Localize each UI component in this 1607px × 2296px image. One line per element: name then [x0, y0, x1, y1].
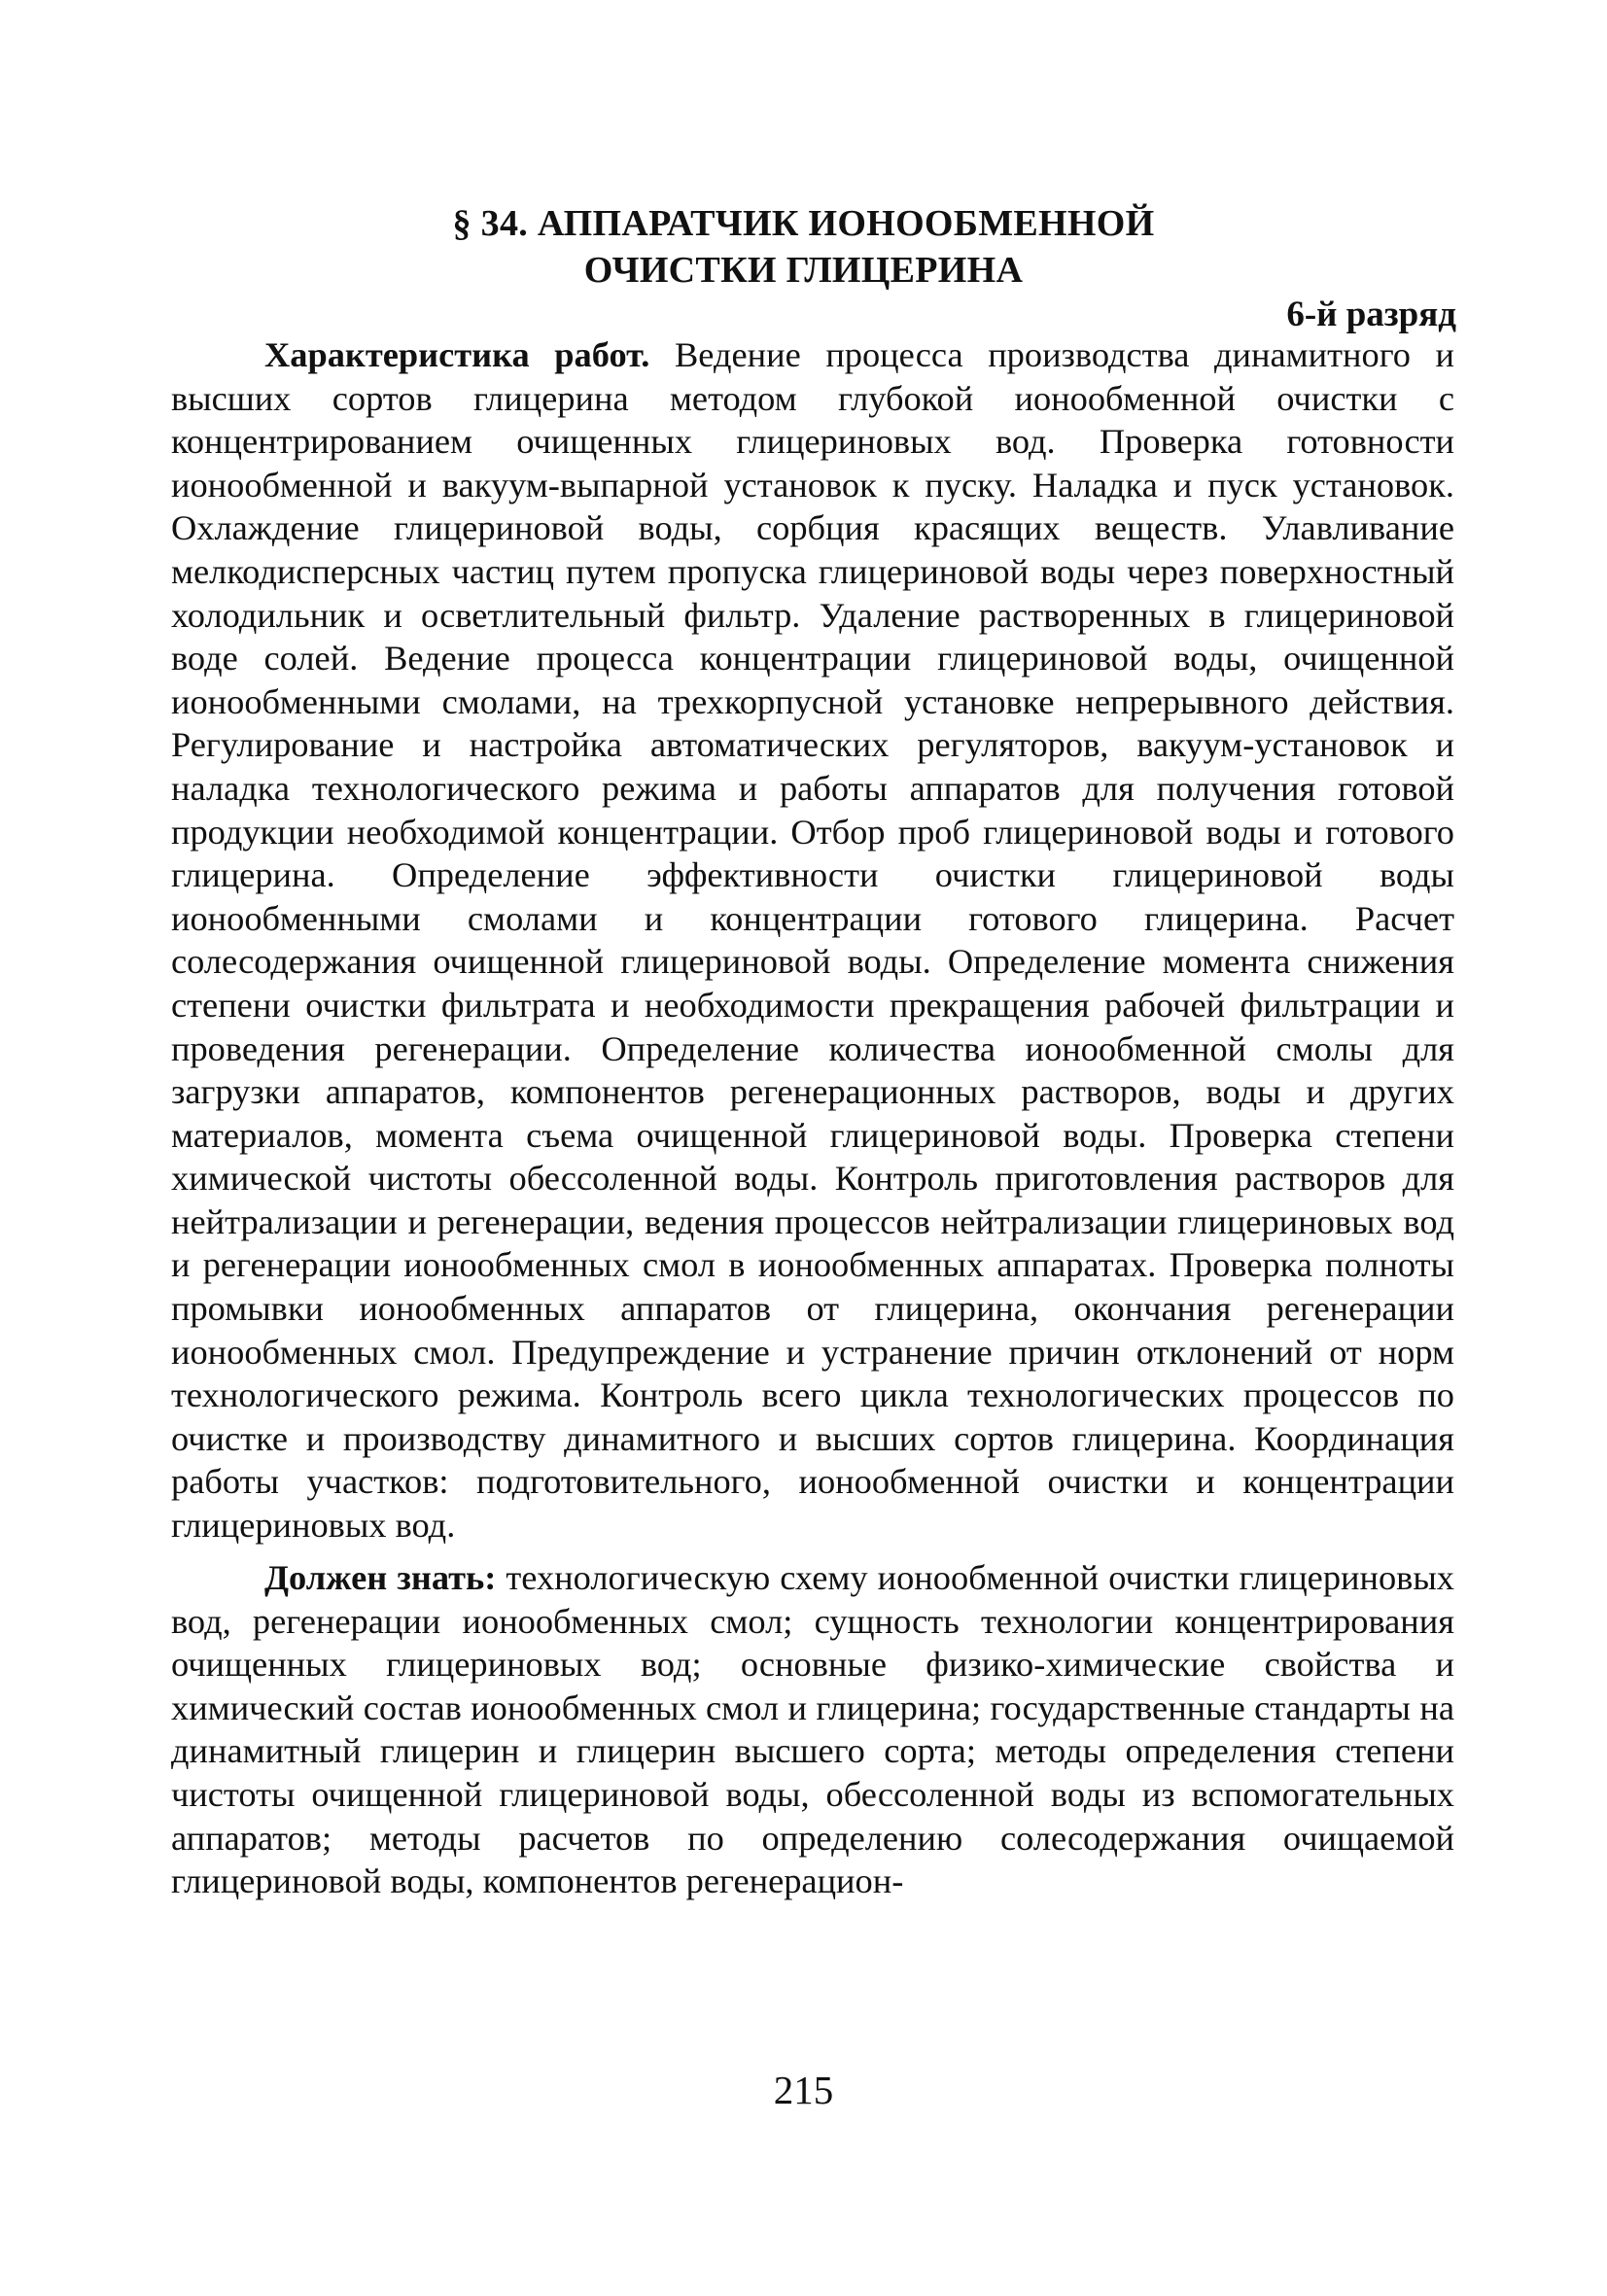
must-know-heading: Должен знать:	[264, 1558, 497, 1597]
must-know-text: технологическую схему ионообменной очистки глицериновых вод, регенерации ионообменных смол; сущность технологии концентрирования очищенных глицериновых вод; основные физико-химические свойства и химический состав ионообменных смол и глицерина; государственные стандарты на динамитный глицерин и глицерин высшего сорта; методы определения степени чистоты очищенной глицериновой воды, обессоленной воды из вспомогательных аппаратов; методы расчетов по определению солесодержания очищаемой глицериновой воды, компонентов регенерацион-	[171, 1558, 1455, 1901]
characteristic-heading: Характеристика работ.	[264, 335, 650, 374]
section-title-line-1: § 34. АППАРАТЧИК ИОНООБМЕННОЙ	[452, 203, 1155, 244]
page-number: 215	[773, 2068, 834, 2112]
characteristic-text: Ведение процесса производства динамитного и высших сортов глицерина методом глубокой ионообменной очистки с концентрированием очищенных глицериновых вод. Проверка готовности ионообменной и вакуум-выпарной установок к пуску. Наладка и пуск установок. Охлаждение глицериновой воды, сорбция красящих веществ. Улавливание мелкодисперсных частиц путем пропуска глицериновой воды через поверхностный холодильник и осветлительный фильтр. Удаление растворенных в глицериновой воде солей. Ведение процесса концентрации глицериновой воды, очищенной ионообменными смолами, на трехкорпусной установке непрерывного действия. Регулирование и настройка автоматических регуляторов, вакуум-установок и наладка технологического режима и работы аппаратов для получения готовой продукции необходимой концентрации. Отбор проб глицериновой воды и готового глицерина. Определение эффективности очистки глицериновой воды ионообменными смолами и концентрации готового глицерина. Расчет солесодержания очищенной глицериновой воды. Определение момента снижения степени очистки фильтрата и необходимости прекращения рабочей фильтрации и проведения регенерации. Определение количества ионообменной смолы для загрузки аппаратов, компонентов регенерационных растворов, воды и других материалов, момента съема очищенной глицериновой воды. Проверка степени химической чистоты обессоленной воды. Контроль приготовления растворов для нейтрализации и регенерации, ведения процессов нейтрализации глицериновых вод и регенерации ионообменных смол в ионообменных аппаратах. Проверка полноты промывки ионообменных аппаратов от глицерина, окончания регенерации ионообменных смол. Предупреждение и устранение причин отклонений от норм технологического режима. Контроль всего цикла технологических процессов по очистке и производству динамитного и высших сортов глицерина. Координация работы участков: подготовительного, ионообменной очистки и концентрации глицериновых вод.	[171, 335, 1454, 1546]
section-title	[0, 200, 1607, 294]
must-know-paragraph	[171, 1556, 1454, 1903]
section-title-line-2: ОЧИСТКИ ГЛИЦЕРИНА	[583, 250, 1024, 291]
grade-label: 6-й разряд	[1286, 295, 1456, 334]
characteristic-paragraph	[171, 333, 1454, 1548]
